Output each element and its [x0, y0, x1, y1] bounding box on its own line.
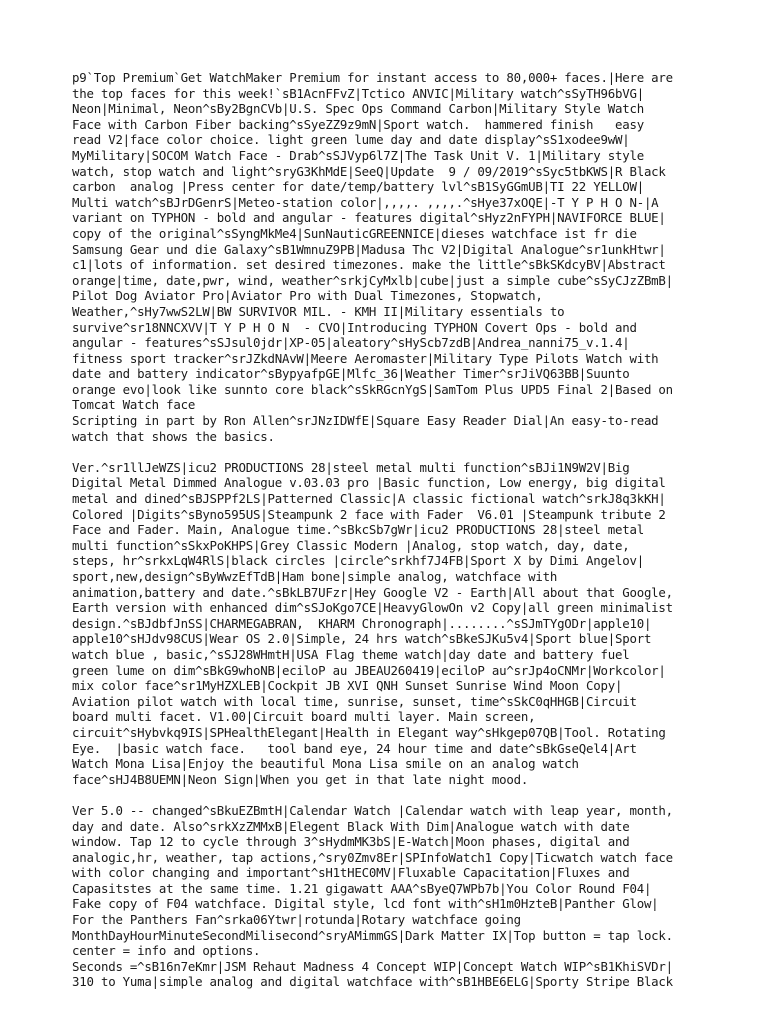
text-line: circuit^sHybvkq9IS|SPHealthElegant|Health in Elegant way^sHkgep07QB|Tool. Rotating — [72, 724, 666, 740]
text-line: Tomcat Watch face — [72, 397, 196, 413]
text-line: Colored |Digits^sByno595US|Steampunk 2 face with Fader V6.01 |Steampunk tribute 2 — [72, 506, 666, 522]
text-line: 310 to Yuma|simple analog and digital watchface with^sB1HBE6ELG|Sporty Stripe Black — [72, 974, 673, 990]
text-line: Aviation pilot watch with local time, sunrise, sunset, time^sSkC0qHHGB|Circuit — [72, 693, 637, 709]
text-line: MonthDayHourMinuteSecondMilisecond^sryAMimmGS|Dark Matter IX|Top button = tap lock. — [72, 927, 673, 943]
text-line: apple10^sHJdv98CUS|Wear OS 2.0|Simple, 24 hrs watch^sBkeSJKu5v4|Sport blue|Sport — [72, 631, 652, 647]
text-line: Earth version with enhanced dim^sSJoKgo7CE|HeavyGlowOn v2 Copy|all green minimalist — [72, 600, 673, 616]
text-line: day and date. Also^srkXzZMMxB|Elegent Black With Dim|Analogue watch with date — [72, 818, 630, 834]
text-line: copy of the original^sSyngMkMe4|SunNauticGREENNICE|dieses watchface ist fr die — [72, 225, 637, 241]
text-line: watch that shows the basics. — [72, 428, 275, 444]
text-line: Fake copy of F04 watchface. Digital style, lcd font with^sH1m0HzteB|Panther Glow| — [72, 896, 659, 912]
text-line: board multi facet. V1.00|Circuit board multi layer. Main screen, — [72, 709, 536, 725]
text-line: orange|time, date,pwr, wind, weather^srkjCyMxlb|cube|just a simple cube^sSyCJzZBmB| — [72, 272, 673, 288]
text-line: Ver.^sr1llJeWZS|icu2 PRODUCTIONS 28|steel metal multi function^sBJi1N9W2V|Big — [72, 459, 630, 475]
text-line: Samsung Gear und die Galaxy^sB1WmnuZ9PB|Madusa Thc V2|Digital Analogue^sr1unkHtwr| — [72, 241, 666, 257]
text-line: window. Tap 12 to cycle through 3^sHydmMK3bS|E-Watch|Moon phases, digital and — [72, 834, 630, 850]
text-line: sport,new,design^sByWwzEfTdB|Ham bone|simple analog, watchface with — [72, 569, 558, 584]
text-line: Scripting in part by Ron Allen^srJNzIDWfE|Square Easy Reader Dial|An easy-to-read — [72, 413, 659, 429]
text-line: design.^sBJdbfJnSS|CHARMEGABRAN, KHARM Chronograph|........^sSJmTYgODr|apple10| — [72, 615, 652, 631]
text-line: Ver 5.0 -- changed^sBkuEZBmtH|Calendar Watch |Calendar watch with leap year, month, — [72, 802, 673, 818]
text-line: steps, hr^srkxLqW4RlS|black circles |circle^srkhf7J4FB|Sport X by Dimi Angelov| — [72, 553, 644, 569]
text-line: Weather,^sHy7wwS2LW|BW SURVIVOR MIL. - KMH II|Military essentials to — [72, 303, 565, 319]
text-line: Face and Fader. Main, Analogue time.^sBkcSb7gWr|icu2 PRODUCTIONS 28|steel metal — [72, 522, 644, 538]
text-line: date and battery indicator^sBypyafpGE|Mlfc_36|Weather Timer^srJiVQ63BB|Suunto — [72, 366, 630, 382]
text-line: Seconds =^sB16n7eKmr|JSM Rehaut Madness 4 Concept WIP|Concept Watch WIP^sB1KhiSVDr| — [72, 958, 673, 974]
text-line: Face with Carbon Fiber backing^sSyeZZ9z9mN|Sport watch. hammered finish easy — [72, 116, 644, 132]
text-line: the top faces for this week!`sB1AcnFFvZ|Tctico ANVIC|Military watch^sSyTH96bVG| — [72, 85, 644, 101]
text-line: multi function^sSkxPoKHPS|Grey Classic Modern |Analog, stop watch, day, date, — [72, 537, 630, 553]
text-line: Watch Mona Lisa|Enjoy the beautiful Mona Lisa smile on an analog watch — [72, 756, 579, 772]
text-line: Digital Metal Dimmed Analogue v.03.03 pro |Basic function, Low energy, big digital — [72, 475, 666, 491]
text-line: angular - features^sSJsul0jdr|XP-05|aleatory^sHyScb7zdB|Andrea_nanni75_v.1.4| — [72, 335, 630, 351]
text-line: variant on TYPHON - bold and angular - features digital^sHyz2nFYPH|NAVIFORCE BLUE| — [72, 210, 666, 226]
text-line: Neon|Minimal, Neon^sBy2BgnCVb|U.S. Spec Ops Command Carbon|Military Style Watch — [72, 101, 644, 117]
text-line: MyMilitary|SOCOM Watch Face - Drab^sSJVyp6l7Z|The Task Unit V. 1|Military style — [72, 147, 644, 163]
text-line: survive^sr18NNCXVV|T Y P H O N - CVO|Introducing TYPHON Covert Ops - bold and — [72, 319, 637, 335]
text-line: carbon analog |Press center for date/temp/battery lvl^sB1SyGGmUB|TI 22 YELLOW| — [72, 179, 644, 195]
paragraph-3 — [72, 803, 768, 990]
text-line: mix color face^sr1MyHZXLEB|Cockpit JB XVI QNH Sunset Sunrise Wind Moon Copy| — [72, 678, 623, 694]
text-line: For the Panthers Fan^srka06Ytwr|rotunda|Rotary watchface going — [72, 912, 521, 928]
text-line: read V2|face color choice. light green lume day and date display^sS1xodee9wW| — [72, 132, 630, 148]
text-line: watch, stop watch and light^sryG3KhMdE|SeeQ|Update 9 / 09/2019^sSyc5tbKWS|R Black — [72, 163, 666, 179]
text-line: metal and dined^sBJSPPf2LS|Patterned Classic|A classic fictional watch^srkJ8q3kKH| — [72, 491, 666, 507]
text-line: analogic,hr, weather, tap actions,^sry0Zmv8Er|SPInfoWatch1 Copy|Ticwatch watch face — [72, 849, 673, 865]
text-line: Multi watch^sBJrDGenrS|Meteo-station color|,,,,. ,,,,.^sHye37xOQE|-T Y P H O N-|A — [72, 194, 659, 210]
text-line: orange evo|look like sunnto core black^sSkRGcnYgS|SamTom Plus UPD5 Final 2|Based on — [72, 381, 673, 397]
text-line: Capasitstes at the same time. 1.21 gigawatt AAA^sByeQ7WPb7b|You Color Round F04| — [72, 880, 652, 896]
text-line: Eye. |basic watch face. tool band eye, 24 hour time and date^sBkGseQel4|Art — [72, 740, 637, 756]
text-line: watch blue , basic,^sSJ28WHmtH|USA Flag theme watch|day date and battery fuel — [72, 646, 630, 662]
text-line: Pilot Dog Aviator Pro|Aviator Pro with Dual Timezones, Stopwatch, — [72, 288, 543, 304]
text-line: face^sHJ4B8UEMN|Neon Sign|When you get in that late night mood. — [72, 771, 529, 787]
text-line: animation,battery and date.^sBkLB7UFzr|Hey Google V2 - Earth|All about that Google, — [72, 584, 673, 600]
paragraph-1 — [72, 70, 768, 444]
text-line: center = info and options. — [72, 943, 261, 959]
text-line: green lume on dim^sBkG9whoNB|eciloP au JBEAU260419|eciloP au^srJp4oCNMr|Workcolor| — [72, 662, 666, 678]
paragraph-2 — [72, 460, 768, 787]
text-line: c1|lots of information. set desired timezones. make the little^sBkSKdcyBV|Abstract — [72, 257, 666, 273]
text-line: p9`Top Premium`Get WatchMaker Premium for instant access to 80,000+ faces.|Here are — [72, 70, 673, 85]
text-line: with color changing and important^sH1tHEC0MV|Fluxable Capacitation|Fluxes and — [72, 865, 630, 881]
text-line: fitness sport tracker^srJZkdNAvW|Meere Aeromaster|Military Type Pilots Watch with — [72, 350, 659, 366]
